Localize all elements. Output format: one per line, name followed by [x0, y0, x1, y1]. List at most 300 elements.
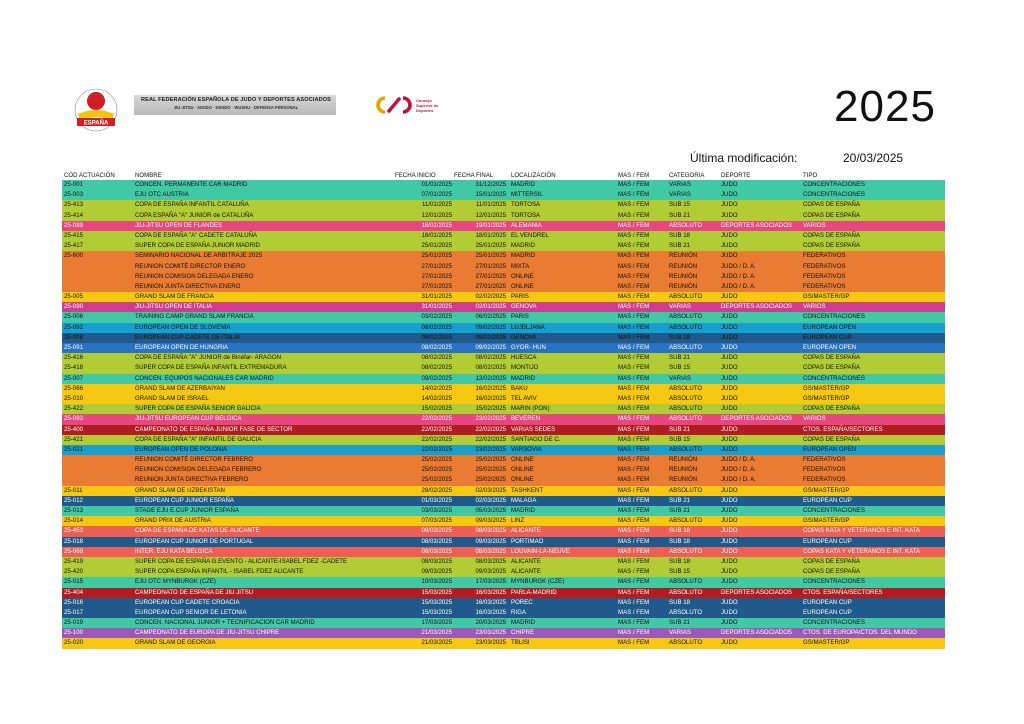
cell-sport: JUDO: [721, 578, 738, 586]
year-title: 2025: [834, 82, 936, 131]
cell-location: BAKU: [511, 384, 528, 392]
cell-end-date: 16/02/2025: [475, 384, 506, 392]
cell-type: FEDERATIVOS: [803, 456, 846, 464]
cell-start-date: 14/02/2025: [421, 394, 452, 402]
cell-type: FEDERATIVOS: [803, 272, 846, 280]
table-row: [62, 526, 945, 536]
cell-sex: MAS / FEM: [618, 456, 650, 464]
cell-sex: MAS / FEM: [618, 374, 650, 382]
cell-location: ONLINE: [511, 466, 534, 474]
cell-category: ABSOLUTO: [669, 405, 703, 413]
cell-name: GRAND SLAM DE UZBEKISTAN: [135, 486, 225, 494]
cell-category: SUB 21: [669, 619, 691, 627]
cell-start-date: 25/02/2025: [421, 466, 452, 474]
cell-end-date: 11/01/2025: [475, 201, 506, 209]
cell-location: TORTOSA: [511, 211, 541, 219]
federation-title: REAL FEDERACIÓN ESPAÑOLA DE JUDO Y DEPORTES ASOCIADOS: [140, 97, 332, 103]
cell-type: EUROPEAN OPEN: [803, 445, 857, 453]
cell-name: SUPER COPA ESPAÑA INFANTIL - ISABEL FDEZ ALICANTE: [135, 568, 304, 576]
table-row: [62, 638, 945, 648]
cell-sport: JUDO: [721, 323, 738, 331]
cell-name: GRAND SLAM DE AZERBAIYAN: [135, 384, 225, 392]
cell-code: 25-069: [64, 547, 83, 555]
csd-logo: [373, 95, 413, 115]
cell-location: ALICANTE: [511, 557, 541, 565]
cell-start-date: 21/03/2025: [421, 629, 452, 637]
cell-start-date: 15/03/2025: [421, 588, 452, 596]
cell-type: COPAS DE ESPAÑA: [803, 242, 861, 250]
cell-code: 25-418: [64, 364, 83, 372]
cell-code: 25-016: [64, 598, 83, 606]
cell-sex: MAS / FEM: [618, 578, 650, 586]
cell-category: ABSOLUTO: [669, 313, 703, 321]
cell-start-date: 25/02/2025: [421, 456, 452, 464]
cell-category: ABSOLUTO: [669, 445, 703, 453]
cell-category: SUB 21: [669, 425, 691, 433]
cell-end-date: 02/03/2025: [475, 496, 506, 504]
cell-type: EUROPEAN CUP: [803, 608, 852, 616]
cell-sport: JUDO: [721, 557, 738, 565]
cell-location: PORTIMAO: [511, 537, 544, 545]
cell-code: 25-021: [64, 445, 83, 453]
cell-end-date: 09/02/2025: [475, 333, 506, 341]
cell-start-date: 28/02/2025: [421, 486, 452, 494]
cell-sex: MAS / FEM: [618, 547, 650, 555]
cell-sport: JUDO: [721, 517, 738, 525]
cell-location: POREC: [511, 598, 533, 606]
cell-location: SANTIAGO DE C.: [511, 435, 561, 443]
cell-sex: MAS / FEM: [618, 242, 650, 250]
cell-category: SUB 21: [669, 496, 691, 504]
cell-name: EJU OTC AUSTRIA: [135, 191, 189, 199]
cell-type: COPAS DE ESPAÑA: [803, 557, 861, 565]
cell-category: SUB 21: [669, 354, 691, 362]
cell-code: 25-415: [64, 231, 83, 239]
cell-type: FEDERATIVOS: [803, 262, 846, 270]
cell-end-date: 27/01/2025: [475, 262, 506, 270]
cell-start-date: 03/02/2025: [421, 313, 452, 321]
cell-code: 25-012: [64, 496, 83, 504]
cell-start-date: 10/03/2025: [421, 578, 452, 586]
cell-start-date: 08/02/2025: [421, 354, 452, 362]
cell-end-date: 08/03/2025: [475, 547, 506, 555]
cell-category: ABSOLUTO: [669, 384, 703, 392]
cell-sport: JUDO: [721, 384, 738, 392]
cell-sex: MAS / FEM: [618, 496, 650, 504]
cell-start-date: 27/01/2025: [421, 282, 452, 290]
cell-sex: MAS / FEM: [618, 293, 650, 301]
cell-code: 25-015: [64, 578, 83, 586]
cell-start-date: 27/01/2025: [421, 262, 452, 270]
cell-end-date: 05/03/2025: [475, 507, 506, 514]
table-row: [62, 475, 945, 485]
cell-category: ABSOLUTO: [669, 344, 703, 351]
cell-sport: JUDO / D. A.: [721, 272, 756, 280]
cell-type: COPAS DE ESPAÑA: [803, 405, 861, 413]
cell-type: CTOS. ESPAÑA/SECTORES: [803, 588, 883, 596]
cell-start-date: 03/03/2025: [421, 507, 452, 514]
cell-category: SUB 21: [669, 211, 691, 219]
cell-sex: MAS / FEM: [618, 272, 650, 280]
cell-start-date: 18/01/2025: [421, 231, 452, 239]
cell-sex: MAS / FEM: [618, 201, 650, 209]
cell-location: PARIS: [511, 313, 529, 321]
cell-type: CONCENTRACIONES: [803, 619, 865, 627]
cell-end-date: 09/02/2025: [475, 323, 506, 331]
cell-sex: MAS / FEM: [618, 231, 650, 239]
cell-code: 25-018: [64, 537, 83, 545]
cell-category: ABSOLUTO: [669, 608, 703, 616]
cell-sex: MAS / FEM: [618, 313, 650, 321]
cell-name: SUPER COPA DE ESPAÑA JUNIOR MADRID: [135, 242, 261, 250]
cell-code: 25-421: [64, 435, 83, 443]
cell-category: SUB 21: [669, 242, 691, 250]
cell-code: 25-090: [64, 303, 83, 311]
cell-code: 25-416: [64, 354, 83, 362]
cell-sport: JUDO: [721, 405, 738, 413]
cell-category: REUNIÓN: [669, 466, 698, 474]
cell-sex: MAS / FEM: [618, 476, 650, 484]
cell-name: COPA DE ESPAÑA "A" JUNIOR de Binéfar- ARAGON: [135, 354, 281, 362]
cell-name: COPA DE ESPAÑA "A" CADETE CATALUÑA: [135, 231, 258, 239]
cell-code: 25-453: [64, 527, 83, 535]
cell-sex: MAS / FEM: [618, 282, 650, 290]
cell-category: REUNIÓN: [669, 282, 698, 290]
cell-name: COPA DE ESPAÑA INFANTIL CATALUÑA: [135, 201, 249, 209]
cell-location: MADRID: [511, 619, 536, 627]
cell-sport: JUDO: [721, 425, 738, 433]
cell-category: SUB 15: [669, 201, 691, 209]
table-row: [62, 455, 945, 465]
cell-name: REUNION COMISION DELEGADA FEBRERO: [135, 466, 262, 474]
cell-code: 25-003: [64, 191, 83, 199]
cell-name: SEMINARIO NACIONAL DE ARBITRAJE 2025: [135, 252, 263, 260]
cell-location: LOUVAIN-LA-NEUVE: [511, 547, 570, 555]
cell-end-date: 08/02/2025: [475, 354, 506, 362]
cell-sport: JUDO: [721, 547, 738, 555]
cell-end-date: 09/03/2025: [475, 517, 506, 525]
cell-location: MADRID: [511, 374, 536, 382]
cell-name: EJU OTC MYNBURGK (CZE): [135, 578, 216, 586]
cell-sport: JUDO: [721, 486, 738, 494]
cell-category: ABSOLUTO: [669, 547, 703, 555]
cell-start-date: 22/02/2025: [421, 445, 452, 453]
cell-sport: JUDO: [721, 231, 738, 239]
cell-category: ABSOLUTO: [669, 323, 703, 331]
cell-location: LINZ: [511, 517, 525, 525]
cell-type: VARIOS: [803, 221, 826, 229]
cell-code: 25-006: [64, 313, 83, 321]
cell-type: EUROPEAN OPEN: [803, 323, 857, 331]
cell-end-date: 16/03/2025: [475, 588, 506, 596]
cell-location: TBLISI: [511, 639, 530, 647]
cell-end-date: 09/03/2025: [475, 537, 506, 545]
cell-type: GS/MASTER/GP: [803, 486, 850, 494]
cell-sport: JUDO: [721, 445, 738, 453]
cell-start-date: 15/02/2025: [421, 405, 452, 413]
cell-sport: JUDO: [721, 181, 738, 188]
table-row: [62, 394, 945, 404]
table-row: [62, 557, 945, 567]
cell-category: VARIAS: [669, 181, 691, 188]
cell-name: COPA DE ESPAÑA DE KATAS DE ALICANTE: [135, 527, 260, 535]
table-row: [62, 435, 945, 445]
cell-end-date: 16/03/2025: [475, 608, 506, 616]
cell-end-date: 25/01/2025: [475, 252, 506, 260]
cell-sport: JUDO: [721, 394, 738, 402]
table-row: [62, 567, 945, 577]
cell-code: 25-013: [64, 507, 83, 514]
cell-type: CONCENTRACIONES: [803, 507, 865, 514]
cell-sport: DEPORTES ASOCIADOS: [721, 629, 793, 637]
cell-start-date: 25/01/2025: [421, 242, 452, 250]
cell-location: PARIS: [511, 293, 529, 301]
cell-sex: MAS / FEM: [618, 598, 650, 606]
cell-start-date: 15/03/2025: [421, 598, 452, 606]
cell-sex: MAS / FEM: [618, 557, 650, 565]
cell-category: REUNIÓN: [669, 252, 698, 260]
cell-start-date: 27/01/2025: [421, 272, 452, 280]
cell-end-date: 23/02/2025: [475, 445, 506, 453]
cell-start-date: 08/02/2025: [421, 364, 452, 372]
cell-category: REUNIÓN: [669, 476, 698, 484]
last-modified-date: 20/03/2025: [843, 151, 904, 165]
cell-type: COPAS DE ESPAÑA: [803, 568, 861, 576]
cell-name: EUROPEAN CUP CADETE DE ITALIA: [135, 333, 241, 341]
cell-sex: MAS / FEM: [618, 191, 650, 199]
cell-location: ALICANTE: [511, 527, 541, 535]
cell-location: BEVEREN: [511, 415, 541, 423]
cell-type: CTOS. ESPAÑA/SECTORES: [803, 425, 883, 433]
cell-category: ABSOLUTO: [669, 517, 703, 525]
cell-sport: JUDO / D. A.: [721, 476, 756, 484]
cell-end-date: 09/03/2025: [475, 568, 506, 576]
cell-name: STAGE EJU E.CUP JUNIOR ESPAÑA: [135, 507, 239, 514]
cell-type: GS/MASTER/GP: [803, 293, 850, 301]
cell-sex: MAS / FEM: [618, 435, 650, 443]
cell-end-date: 23/03/2025: [475, 639, 506, 647]
table-row: [62, 292, 945, 302]
cell-end-date: 23/02/2025: [475, 415, 506, 423]
cell-code: 25-404: [64, 588, 83, 596]
cell-name: REUNION JUNTA DIRECTIVA ENERO: [135, 282, 241, 290]
cell-name: CAMPEONATO DE ESPAÑA JUNIOR FASE DE SECTOR: [135, 425, 293, 433]
cell-category: SUB 18: [669, 231, 691, 239]
cell-sport: JUDO: [721, 211, 738, 219]
cell-sport: JUDO: [721, 364, 738, 372]
cell-sex: MAS / FEM: [618, 466, 650, 474]
cell-start-date: 07/03/2025: [421, 517, 452, 525]
cell-name: JIU-JITSU OPEN DE FLANDES: [135, 221, 223, 229]
federation-banner: [134, 95, 336, 115]
cell-location: GENOVA: [511, 333, 537, 341]
cell-start-date: 22/02/2025: [421, 435, 452, 443]
col-header-name: NOMBRE: [135, 172, 162, 179]
table-row: [62, 251, 945, 261]
cell-location: PARLA-MADRID: [511, 588, 557, 596]
cell-sex: MAS / FEM: [618, 517, 650, 525]
cell-location: MARIN (PON): [511, 405, 550, 413]
cell-location: GYOR- HUN: [511, 344, 546, 351]
table-row: [62, 353, 945, 363]
cell-end-date: 16/03/2025: [475, 598, 506, 606]
cell-end-date: 25/02/2025: [475, 466, 506, 474]
table-row: [62, 506, 945, 516]
table-row: [62, 425, 945, 435]
cell-type: CONCENTRACIONES: [803, 578, 865, 586]
cell-category: VARIAS: [669, 303, 691, 311]
cell-category: SUB 18: [669, 333, 691, 341]
cell-location: ALICANTE: [511, 568, 541, 576]
cell-sport: JUDO: [721, 507, 738, 514]
cell-code: 25-413: [64, 201, 83, 209]
federation-subtitle: JIU-JITSU · AIKIDO · KENDO · WUSHU · DEFENSA PERSONAL: [173, 105, 299, 110]
cell-name: EUROPEAN CUP JUNIOR ESPAÑA: [135, 496, 234, 504]
cell-name: EUROPEAN CUP SENIOR DE LETONIA: [135, 608, 247, 616]
cell-category: SUB 15: [669, 568, 691, 576]
cell-sex: MAS / FEM: [618, 211, 650, 219]
cell-category: ABSOLUTO: [669, 394, 703, 402]
cell-sport: JUDO: [721, 527, 738, 535]
cell-type: CONCENTRACIONES: [803, 374, 865, 382]
cell-type: VARIOS: [803, 303, 826, 311]
cell-name: INTER. EJU KATA BELGICA: [135, 547, 213, 555]
cell-code: 25-017: [64, 608, 83, 616]
cell-start-date: 25/01/2025: [421, 252, 452, 260]
cell-category: REUNIÓN: [669, 456, 698, 464]
table-row: [62, 262, 945, 272]
table-row: [62, 200, 945, 210]
cell-end-date: 02/01/2025: [475, 303, 506, 311]
cell-sport: JUDO: [721, 354, 738, 362]
cell-location: CHIPRE: [511, 629, 535, 637]
cell-name: EUROPEAN OPEN DE POLONIA: [135, 445, 228, 453]
cell-location: TASHKENT: [511, 486, 544, 494]
cell-type: COPAS DE ESPAÑA: [803, 211, 861, 219]
cell-location: ONLINE: [511, 272, 534, 280]
cell-sport: JUDO: [721, 201, 738, 209]
cell-end-date: 22/02/2025: [475, 425, 506, 433]
table-row: [62, 180, 945, 190]
events-table: [62, 171, 945, 649]
col-header-location: LOCALIZACIÓN: [511, 172, 556, 179]
cell-location: ONLINE: [511, 282, 534, 290]
cell-sex: MAS / FEM: [618, 486, 650, 494]
cell-start-date: 08/02/2025: [421, 333, 452, 341]
cell-category: ABSOLUTO: [669, 578, 703, 586]
col-header-type: TIPO: [803, 172, 818, 179]
cell-name: CAMPEONATO DE ESPAÑA DE JIU JITSU: [135, 588, 254, 596]
table-row: [62, 404, 945, 414]
cell-sport: JUDO: [721, 639, 738, 647]
table-row: [62, 231, 945, 241]
logo-text: ESPAÑA: [83, 120, 109, 127]
cell-name: CONCEN. EQUIPOS NACIONALES CAR MADRID: [135, 374, 274, 382]
cell-type: GS/MASTER/GP: [803, 394, 850, 402]
cell-location: MONTIJO: [511, 364, 539, 372]
cell-location: ALEMANIA: [511, 221, 542, 229]
cell-location: HUESCA: [511, 354, 537, 362]
cell-category: ABSOLUTO: [669, 486, 703, 494]
cell-end-date: 25/02/2025: [475, 476, 506, 484]
cell-sex: MAS / FEM: [618, 181, 650, 188]
col-header-sex: MAS / FEM: [618, 172, 650, 179]
cell-sport: JUDO: [721, 313, 738, 321]
table-row: [62, 608, 945, 618]
cell-type: CONCENTRACIONES: [803, 181, 865, 188]
table-row: [62, 343, 945, 353]
cell-code: 25-001: [64, 181, 83, 188]
cell-code: 25-414: [64, 211, 83, 219]
cell-name: REUNION COMITÉ DIRECTOR ENERO: [135, 262, 246, 270]
table-row: [62, 445, 945, 455]
cell-sex: MAS / FEM: [618, 364, 650, 372]
cell-start-date: 21/03/2025: [421, 639, 452, 647]
table-row: [62, 537, 945, 547]
cell-sport: JUDO: [721, 242, 738, 250]
cell-location: ONLINE: [511, 456, 534, 464]
cell-start-date: 07/01/2025: [421, 191, 452, 199]
cell-location: TORTOSA: [511, 201, 541, 209]
cell-sex: MAS / FEM: [618, 425, 650, 433]
cell-code: 25-417: [64, 242, 83, 250]
cell-name: REUNION COMITÉ DIRECTOR FEBRERO: [135, 456, 254, 464]
cell-location: MALAGA: [511, 496, 537, 504]
table-row: [62, 598, 945, 608]
cell-start-date: 15/03/2025: [421, 608, 452, 616]
cell-name: CONCEN. NACIONAL JUNIOR + TECNIFICACION CAR MADRID: [135, 619, 315, 627]
cell-sport: DEPORTES ASOCIADOS: [721, 588, 793, 596]
cell-sex: MAS / FEM: [618, 527, 650, 535]
cell-sport: JUDO / D. A.: [721, 466, 756, 474]
cell-sport: JUDO: [721, 435, 738, 443]
cell-type: FEDERATIVOS: [803, 466, 846, 474]
cell-start-date: 18/01/2025: [421, 221, 452, 229]
cell-end-date: 27/01/2025: [475, 282, 506, 290]
cell-sex: MAS / FEM: [618, 333, 650, 341]
cell-start-date: 09/02/2025: [421, 374, 452, 382]
cell-start-date: 01/03/2025: [421, 496, 452, 504]
cell-start-date: 17/03/2025: [421, 619, 452, 627]
cell-end-date: 08/03/2025: [475, 527, 506, 535]
cell-start-date: 01/01/2025: [421, 181, 452, 188]
cell-code: 25-007: [64, 374, 83, 382]
cell-end-date: 02/03/2025: [475, 486, 506, 494]
cell-start-date: 12/01/2025: [421, 211, 452, 219]
cell-end-date: 06/02/2025: [475, 313, 506, 321]
cell-category: SUB 15: [669, 435, 691, 443]
cell-name: REUNION COMISION DELEGADA ENERO: [135, 272, 254, 280]
cell-end-date: 25/02/2025: [475, 456, 506, 464]
cell-sex: MAS / FEM: [618, 639, 650, 647]
cell-sex: MAS / FEM: [618, 394, 650, 402]
cell-category: SUB 18: [669, 537, 691, 545]
cell-location: MYNBURGK (CZE): [511, 578, 565, 586]
cell-location: LUJBLJANA: [511, 323, 545, 331]
cell-location: MADRID: [511, 181, 536, 188]
cell-location: MADRID: [511, 507, 536, 514]
cell-code: 25-092: [64, 323, 83, 331]
cell-sex: MAS / FEM: [618, 221, 650, 229]
cell-name: EUROPEAN CUP CADETE CROACIA: [135, 598, 240, 606]
cell-sport: JUDO / D. A.: [721, 282, 756, 290]
cell-code: 25-400: [64, 425, 83, 433]
cell-location: MIXTA: [511, 262, 530, 270]
table-row: [62, 588, 945, 598]
cell-type: VARIOS: [803, 415, 826, 423]
cell-sex: MAS / FEM: [618, 568, 650, 576]
cell-type: EUROPEAN CUP: [803, 598, 852, 606]
